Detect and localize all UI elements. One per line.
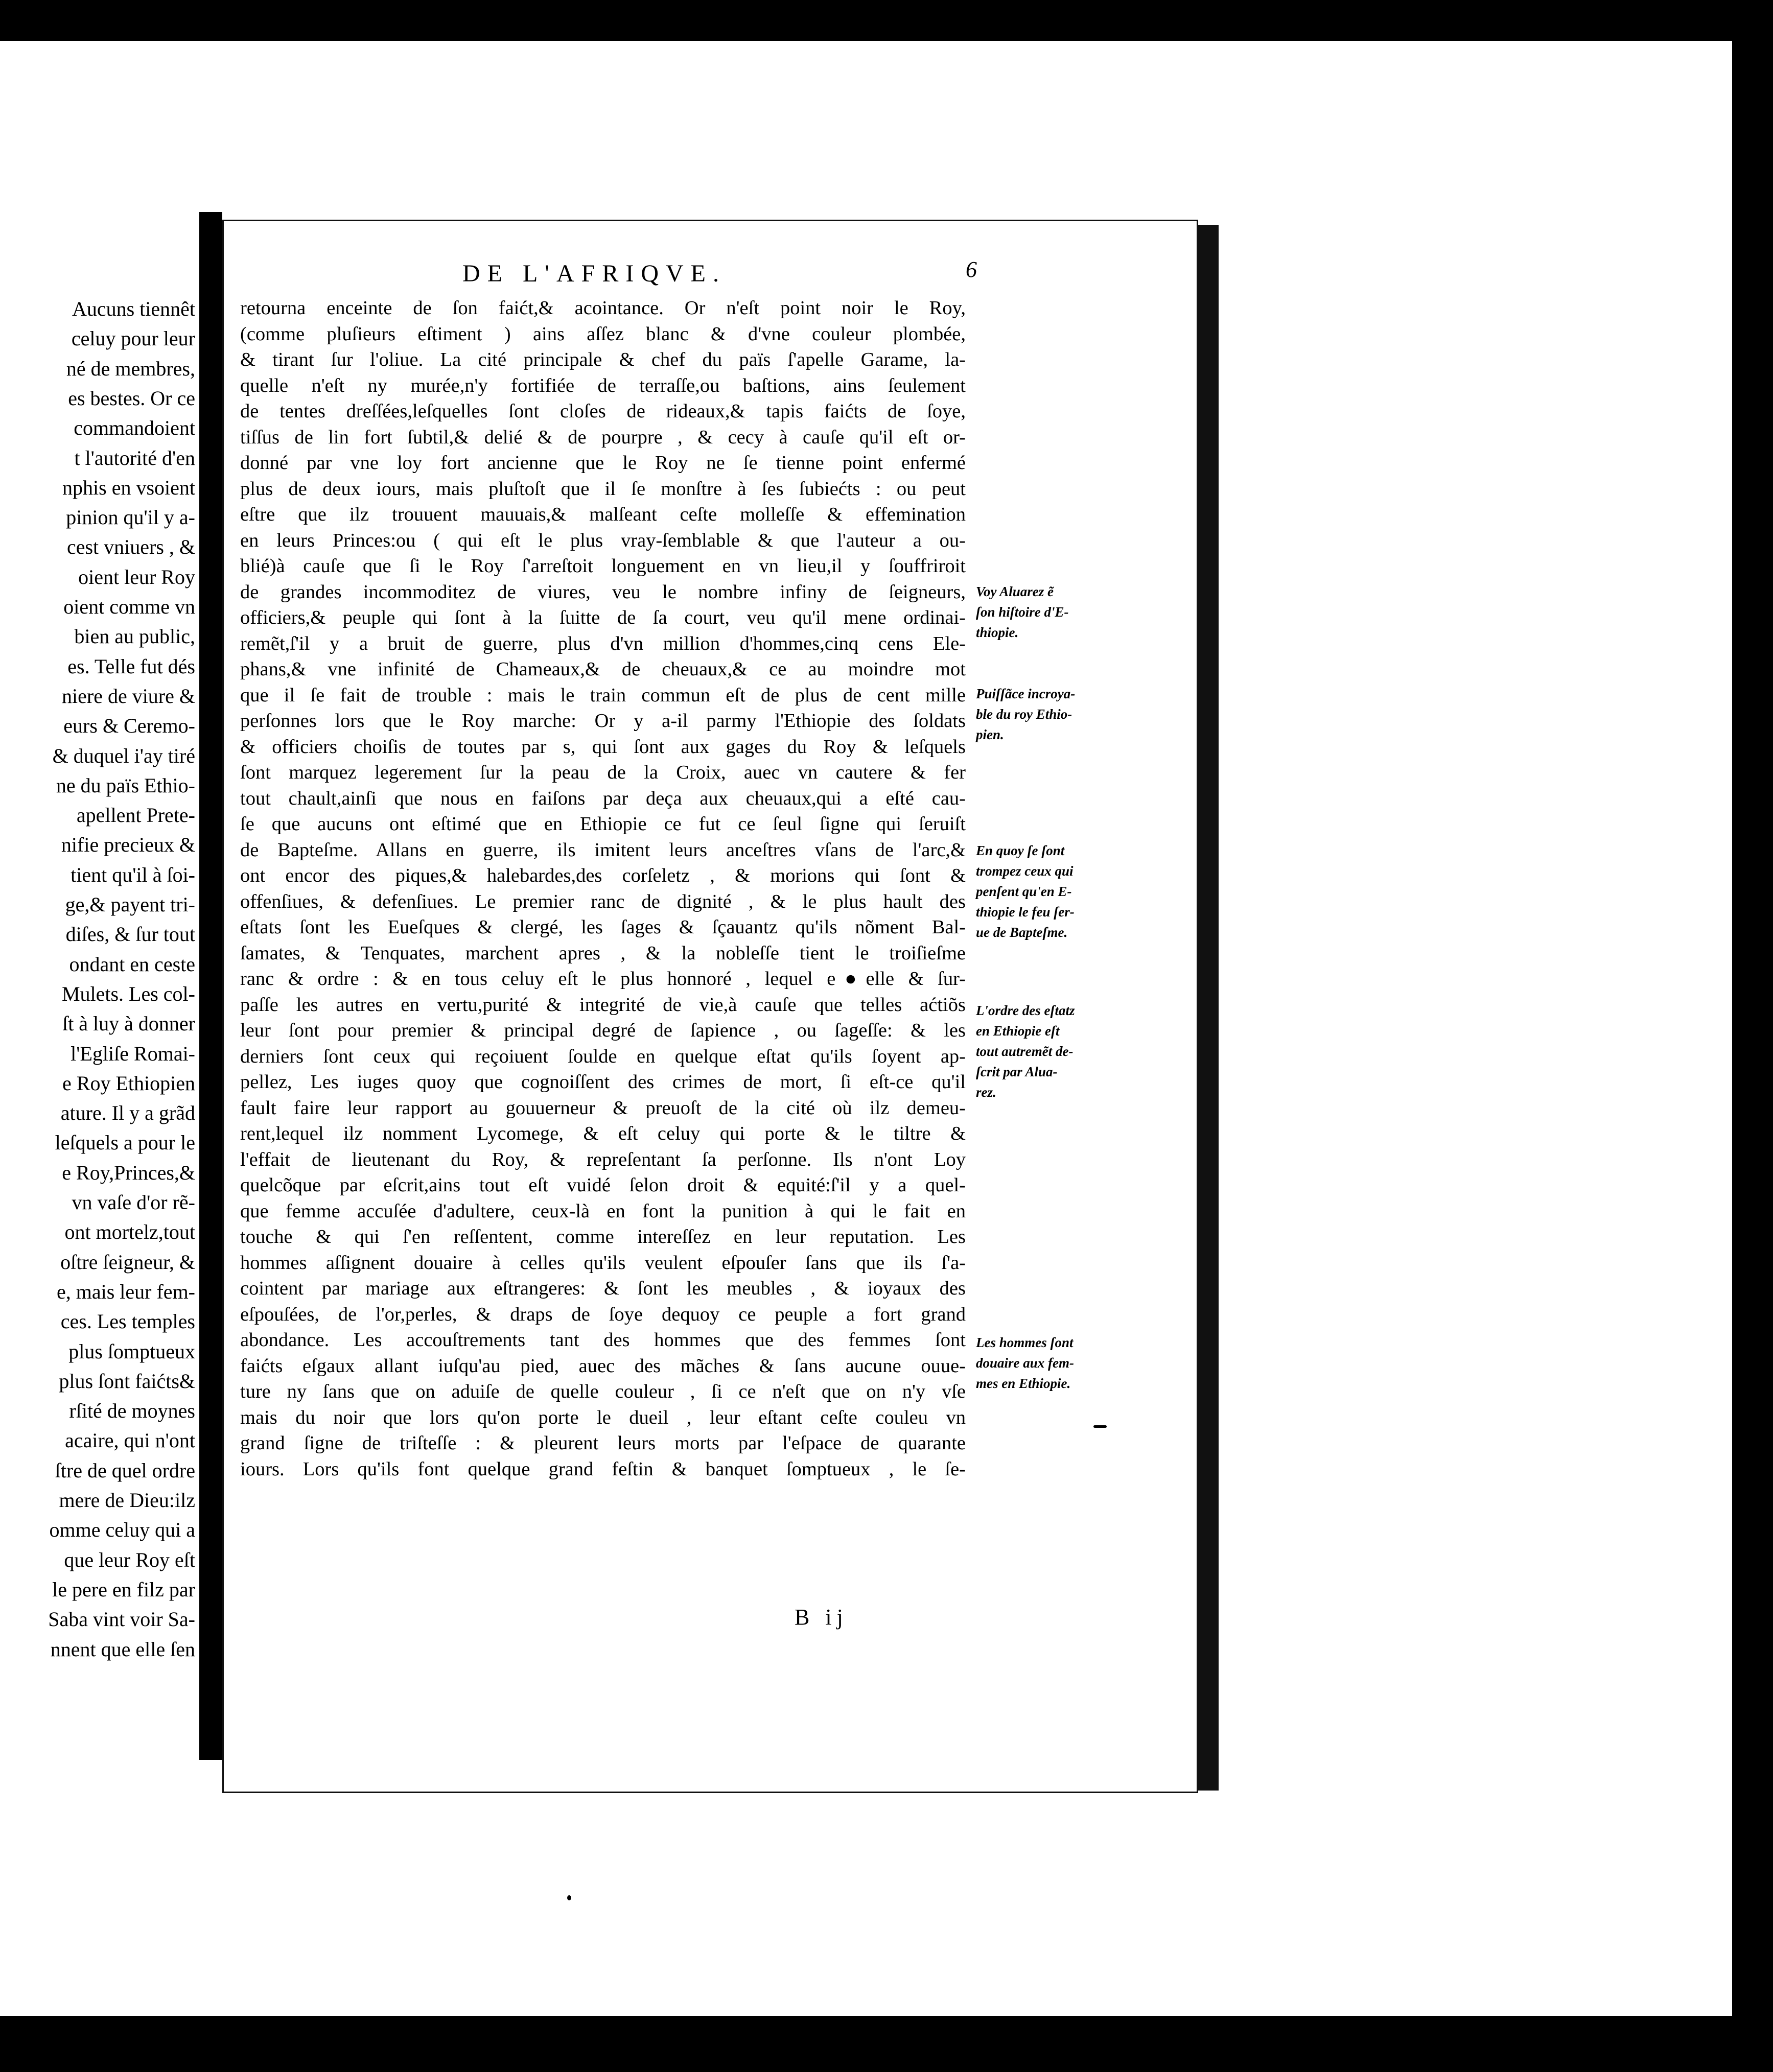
left-page-line: ſt à luy à donner bbox=[62, 1012, 195, 1035]
body-line: & tirant ſur l'oliue. La cité principale & chef du païs ſ'apelle Garame, la- bbox=[240, 349, 966, 370]
body-line: perſonnes lors que le Roy marche: Or y a-il parmy l'Ethiopie des ſoldats bbox=[240, 710, 966, 732]
body-line: iours. Lors qu'ils font quelque grand feſtin & banquet ſomptueux , le ſe- bbox=[240, 1458, 966, 1480]
left-page-line: es bestes. Or ce bbox=[68, 386, 195, 410]
left-page-line: Mulets. Les col- bbox=[61, 982, 195, 1005]
left-page-line: pinion qu'il y a- bbox=[66, 506, 195, 529]
body-line: de tentes dreſſées,leſquelles ſont cloſes de rideaux,& tapis faićts de ſoye, bbox=[240, 401, 966, 422]
margin-note-line: pien. bbox=[976, 727, 1004, 742]
body-line: hommes aſſignent douaire à celles qu'ils veulent eſpouſer ſans que ils ſ'a- bbox=[240, 1252, 966, 1274]
page-number: 6 bbox=[966, 257, 977, 282]
margin-note-line: douaire aux fem- bbox=[976, 1355, 1074, 1371]
body-line: remẽt,ſ'il y a bruit de guerre, plus d'vn million d'hommes,cinq cens Ele- bbox=[240, 632, 966, 654]
margin-note-line: en Ethiopie eſt bbox=[976, 1023, 1060, 1039]
body-line: paſſe les autres en vertu,purité & integrité de vie,à cauſe que telles aćtiõs bbox=[240, 994, 966, 1016]
left-page-line: commandoient bbox=[74, 416, 195, 440]
body-line: eſtre que ilz trouuent mauuais,& malſeant ceſte molleſſe & effemination bbox=[240, 504, 966, 525]
left-page-line: e, mais leur fem- bbox=[57, 1280, 195, 1303]
left-page-line: es. Telle fut dés bbox=[67, 654, 195, 678]
margin-note-bapteme bbox=[976, 840, 1124, 943]
page-edge-shadow bbox=[1198, 225, 1219, 1791]
body-line: blié)à cauſe que ſi le Roy ſ'arreſtoit longuement en vn lieu,il y ſouffriroit bbox=[240, 555, 966, 577]
body-text bbox=[240, 295, 966, 1482]
margin-note-line: L'ordre des eſtatz bbox=[976, 1003, 1075, 1018]
left-page-line: ondant en ceste bbox=[69, 952, 195, 976]
margin-note-line: trompez ceux qui bbox=[976, 863, 1074, 879]
left-page-line: rſité de moynes bbox=[69, 1399, 195, 1423]
body-line: derniers ſont ceux qui reçoiuent ſoulde en quelque eſtat qu'ils ſoyent ap- bbox=[240, 1045, 966, 1067]
left-page-line: omme celuy qui a bbox=[49, 1518, 195, 1542]
scan-edge-shadow bbox=[1732, 41, 1773, 2016]
left-page-line: oient comme vn bbox=[63, 595, 195, 618]
body-line: que femme accuſée d'adultere, ceux-là en font la punition à qui le fait en bbox=[240, 1200, 966, 1222]
left-page-line: diſes, & ſur tout bbox=[65, 923, 195, 946]
body-line: que il ſe fait de trouble : mais le train commun eſt de plus de cent mille bbox=[240, 684, 966, 706]
margin-note-line: En quoy ſe ſont bbox=[976, 843, 1065, 858]
left-page-line: ge,& payent tri- bbox=[65, 893, 195, 916]
left-page-line: acaire, qui n'ont bbox=[65, 1429, 195, 1452]
body-line: l'effait de lieutenant du Roy, & repreſentant ſa perſonne. Ils n'ont Loy bbox=[240, 1148, 966, 1170]
body-line: tiſſus de lin fort ſubtil,& delié & de pourpre , & cecy à cauſe qu'il eſt or- bbox=[240, 426, 966, 448]
left-page-line: oient leur Roy bbox=[78, 565, 195, 588]
body-line: rent,lequel ilz nomment Lycomege, & eſt celuy qui porte & le tiltre & bbox=[240, 1123, 966, 1144]
body-line: ſe que aucuns ont eſtimé que en Ethiopie ce fut ce ſeul ſigne qui ſeruiſt bbox=[240, 813, 966, 835]
margin-note-line: thiopie. bbox=[976, 625, 1019, 640]
body-line: de Bapteſme. Allans en guerre, ils imitent leurs anceſtres vſans de l'arc,& bbox=[240, 839, 966, 861]
left-page-line: nifie precieux & bbox=[61, 833, 195, 857]
margin-note-line: tout autremẽt de- bbox=[976, 1044, 1074, 1059]
body-line: abondance. Les accouſtrements tant des hommes que des femmes ſont bbox=[240, 1329, 966, 1351]
left-page-line: né de membres, bbox=[66, 357, 195, 380]
margin-note-line: ue de Bapteſme. bbox=[976, 925, 1068, 940]
body-line: offenſiues, & defenſiues. Le premier ranc de dignité , & le plus hault des bbox=[240, 890, 966, 912]
margin-note-line: thiopie le feu ſer- bbox=[976, 904, 1075, 920]
left-page bbox=[0, 212, 199, 1760]
margin-note-line: Les hommes ſont bbox=[976, 1335, 1074, 1350]
left-page-line: ature. Il y a grãd bbox=[60, 1101, 195, 1125]
margin-note-puissance bbox=[976, 684, 1124, 745]
body-line: ranc & ordre : & en tous celuy eſt le plus honnoré , lequel e●elle & ſur- bbox=[240, 968, 966, 990]
left-page-line: ont mortelz,tout bbox=[64, 1220, 195, 1244]
body-line: ture ny ſans que on aduiſe de quelle couleur , ſi ce n'eſt que on n'y vſe bbox=[240, 1381, 966, 1402]
signature-mark: B ij bbox=[795, 1605, 848, 1630]
left-page-line: que leur Roy eſt bbox=[64, 1548, 195, 1571]
body-line: quelle n'eſt ny murée,n'y fortifiée de terraſſe,ou baſtions, ains ſeulement bbox=[240, 374, 966, 396]
left-page-line: eurs & Ceremo- bbox=[63, 714, 195, 738]
left-page-line: nnent que elle ſen bbox=[50, 1637, 195, 1661]
margin-note-line: Puiſſãce incroya- bbox=[976, 686, 1076, 701]
margin-note-douaire bbox=[976, 1332, 1124, 1394]
left-page-line: oſtre ſeigneur, & bbox=[60, 1250, 195, 1274]
left-page-line: apellent Prete- bbox=[76, 804, 195, 827]
body-line: quelcõque par eſcrit,ains tout eſt vuidé ſelon droit & equité:ſ'il y a quel- bbox=[240, 1174, 966, 1196]
left-page-line: t l'autorité d'en bbox=[74, 446, 195, 469]
body-line: ſont marquez legerement ſur la peau de la Croix, auec vn cautere & fer bbox=[240, 762, 966, 783]
body-line: touche & qui ſ'en reſſentent, comme intereſſez en leur reputation. Les bbox=[240, 1226, 966, 1247]
body-line: fault faire leur rapport au gouuerneur & preuoſt de la cité où ilz demeu- bbox=[240, 1097, 966, 1119]
left-page-line: mere de Dieu:ilz bbox=[59, 1489, 195, 1512]
left-page-line: leſquels a pour le bbox=[55, 1131, 195, 1155]
body-line: pellez, Les iuges quoy que cognoiſſent des crimes de mort, ſi eſt-ce qu'il bbox=[240, 1071, 966, 1093]
body-line: de grandes incommoditez de viures, veu le nombre infiny de ſeigneurs, bbox=[240, 581, 966, 603]
body-line: tout chault,ainſi que nous en faiſons par deça aux cheuaux,qui a eſté cau- bbox=[240, 787, 966, 809]
body-line: grand ſigne de triſteſſe : & pleurent leurs morts par l'eſpace de quarante bbox=[240, 1432, 966, 1454]
left-page-line: plus ſont faićts& bbox=[59, 1369, 195, 1393]
margin-note-line: ſon hiſtoire d'E- bbox=[976, 604, 1069, 620]
body-line: donné par vne loy fort ancienne que le Roy ne ſe tienne point enfermé bbox=[240, 452, 966, 474]
book-gutter bbox=[199, 212, 222, 1760]
body-line: (comme pluſieurs eſtiment ) ains aſſez blanc & d'vne couleur plombée, bbox=[240, 323, 966, 345]
margin-note-line: rez. bbox=[976, 1085, 996, 1100]
scan-bottom-border bbox=[0, 2016, 1773, 2072]
left-page-line: bien au public, bbox=[74, 625, 195, 648]
left-page-line: niere de viure & bbox=[62, 684, 195, 708]
margin-note-line: mes en Ethiopie. bbox=[976, 1376, 1071, 1391]
left-page-line: e Roy,Princes,& bbox=[62, 1161, 195, 1184]
body-line: officiers,& peuple qui ſont à la ſuitte de ſa court, veu qu'il mene ordinai- bbox=[240, 607, 966, 628]
left-page-line: le pere en filz par bbox=[52, 1577, 195, 1601]
left-page-line: Saba vint voir Sa- bbox=[48, 1608, 195, 1631]
body-line: ont encor des piques,& halebardes,des corſeletz , & morions qui ſont & bbox=[240, 865, 966, 886]
body-line: eſtats ſont les Eueſques & clergé, les ſages & ſçauantz qu'ils nõment Bal- bbox=[240, 916, 966, 938]
running-head: DE L'AFRIQVE. bbox=[462, 260, 726, 287]
margin-note-line: Voy Aluarez ẽ bbox=[976, 584, 1054, 599]
margin-note-ordre-estatz bbox=[976, 1000, 1124, 1102]
left-page-line: nphis en vsoient bbox=[62, 476, 195, 499]
left-page-line: vn vaſe d'or rẽ- bbox=[72, 1191, 195, 1214]
left-page-line: tient qu'il à ſoi- bbox=[71, 863, 195, 886]
body-line: cointent par mariage aux eſtrangeres: & ſont les meubles , & ioyaux des bbox=[240, 1278, 966, 1299]
left-page-line: l'Egliſe Romai- bbox=[71, 1042, 195, 1065]
scan-speck bbox=[567, 1895, 571, 1900]
body-line: & officiers choiſis de toutes par s, qui ſont aux gages du Roy & leſquels bbox=[240, 736, 966, 758]
body-line: plus de deux iours, mais pluſtoſt que il ſe monſtre à ſes ſubiećts : ou peut bbox=[240, 478, 966, 500]
margin-note-line: penſent qu'en E- bbox=[976, 884, 1072, 899]
body-line: mais du noir que lors qu'on porte le dueil , leur eſtant ceſte couleu vn bbox=[240, 1406, 966, 1428]
left-page-line: ſtre de quel ordre bbox=[55, 1458, 195, 1482]
left-page-line: ne du païs Ethio- bbox=[56, 773, 195, 797]
left-page-line: plus ſomptueux bbox=[68, 1339, 195, 1363]
left-page-line: e Roy Ethiopien bbox=[62, 1071, 195, 1095]
body-line: faićts eſgaux allant iuſqu'au pied, auec des mãches & ſans aucune ouue- bbox=[240, 1355, 966, 1377]
margin-note-line: ſcrit par Alua- bbox=[976, 1064, 1058, 1079]
margin-note-aluarez bbox=[976, 581, 1124, 643]
body-line: retourna enceinte de ſon faićt,& acointance. Or n'eſt point noir le Roy, bbox=[240, 297, 966, 319]
body-line: en leurs Princes:ou ( qui eſt le plus vray-ſemblable & que l'auteur a ou- bbox=[240, 529, 966, 551]
left-page-line: Aucuns tiennêt bbox=[72, 297, 195, 320]
body-line: eſpouſées, de l'or,perles, & draps de ſoye dequoy ce peuple a fort grand bbox=[240, 1303, 966, 1325]
left-page-line: celuy pour leur bbox=[71, 327, 195, 350]
left-page-line: ces. Les temples bbox=[60, 1310, 195, 1333]
left-page-line: & duquel i'ay tiré bbox=[52, 744, 195, 767]
left-page-line: cest vniuers , & bbox=[66, 535, 195, 559]
margin-note-line: ble du roy Ethio- bbox=[976, 707, 1072, 722]
body-line: leur ſont pour premier & principal degré de ſapience , ou ſageſſe: & les bbox=[240, 1020, 966, 1041]
body-line: ſamates, & Tenquates, marchent apres , & la nobleſſe tient le troiſieſme bbox=[240, 942, 966, 964]
body-line: phans,& vne infinité de Chameaux,& de cheuaux,& ce au moindre mot bbox=[240, 658, 966, 680]
scan-speck bbox=[1093, 1425, 1107, 1428]
